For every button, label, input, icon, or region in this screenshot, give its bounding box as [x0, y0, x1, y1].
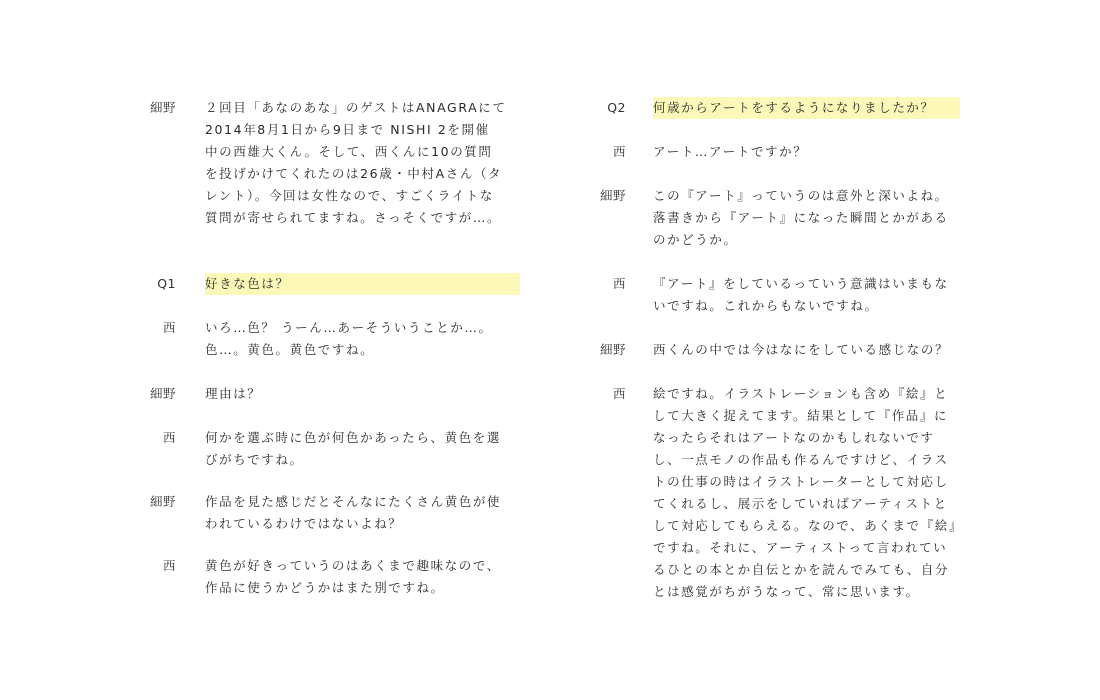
text-line: いですね。これからもないですね。: [653, 298, 879, 313]
text-line: われているわけではないよね？: [205, 516, 403, 531]
text-line: して対応してもらえる。なので、あくまで『絵』: [653, 518, 963, 533]
text-line: 作品に使うかどうかはまた別ですね。: [205, 580, 445, 595]
speaker-label: 西: [612, 386, 626, 401]
dialogue-text: [205, 383, 520, 405]
text-line: 作品を見た感じだとそんなにたくさん黄色が使: [205, 494, 502, 509]
question-number: Q2: [607, 100, 626, 115]
speaker-label: 西: [612, 144, 626, 159]
dialogue-entry: [140, 491, 520, 535]
text-line: 『アート』をしているっていう意識はいまもな: [653, 276, 949, 291]
speaker-label: 細野: [149, 386, 176, 401]
left-column: [140, 97, 520, 599]
dialogue-text: [205, 317, 520, 361]
text-line: 質問が寄せられてますね。さっそくですが…。: [205, 210, 502, 225]
dialogue-text: [205, 555, 520, 599]
text-line: てくれるし、展示をしていればアーティストと: [653, 496, 948, 511]
text-line: アート…アートですか？: [653, 144, 808, 159]
text-line: 絵ですね。イラストレーションも含め『絵』と: [653, 386, 949, 401]
speaker-label: 西: [162, 558, 176, 573]
text-line: 色…。黄色。黄色ですね。: [205, 342, 375, 357]
speaker-label: 細野: [599, 188, 626, 203]
speaker-label: 西: [612, 276, 626, 291]
dialogue-text: [205, 427, 520, 471]
text-line: 何かを選ぶ時に色が何色かあったら、黄色を選: [205, 430, 501, 445]
dialogue-text: [653, 383, 963, 603]
text-line: 落書きから『アート』になった瞬間とかがある: [653, 210, 949, 225]
text-line: 好きな色は？: [205, 276, 290, 291]
right-column: [590, 97, 963, 603]
text-line: びがちですね。: [205, 452, 304, 467]
dialogue-text: [205, 491, 520, 535]
dialogue-text: [653, 185, 960, 251]
question-text: [205, 273, 520, 295]
question-entry: [590, 97, 960, 119]
text-line: 黄色が好きっていうのはあくまで趣味なので、: [205, 558, 501, 573]
text-line: 西くんの中では今はなにをしている感じなの？: [653, 342, 950, 357]
text-line: ２回目「あなのあな」のゲストはANAGRAにて: [205, 100, 507, 115]
speaker-label: 西: [162, 320, 176, 335]
text-line: して大きく捉えてます。結果として『作品』に: [653, 408, 949, 423]
dialogue-entry: [590, 141, 960, 163]
text-line: のかどうか。: [653, 232, 738, 247]
dialogue-text: [653, 141, 960, 163]
text-line: 理由は？: [205, 386, 262, 401]
text-line: を投げかけてくれたのは26歳・中村Aさん（タ: [205, 166, 503, 181]
text-line: 2014年8月1日から9日まで NISHI 2を開催: [205, 122, 490, 137]
dialogue-text: [205, 97, 520, 229]
question-number: Q1: [157, 276, 176, 291]
text-line: るひとの本とか自伝とかを読んでみても、自分: [653, 562, 950, 577]
speaker-label: 細野: [149, 494, 176, 509]
dialogue-entry: [590, 185, 960, 251]
text-line: レント）。今回は女性なので、すごくライトな: [205, 188, 494, 203]
dialogue-entry: [140, 317, 520, 361]
question-text: [653, 97, 960, 119]
text-line: し、一点モノの作品も作るんですけど、イラス: [653, 452, 949, 467]
text-line: 中の西雄大くん。そして、西くんに10の質問: [205, 144, 493, 159]
dialogue-text: [653, 339, 960, 361]
dialogue-entry: [140, 555, 520, 599]
text-line: なったらそれはアートなのかもしれないです: [653, 430, 935, 445]
dialogue-entry: [590, 339, 960, 361]
text-line: いろ…色？ うーん…あーそういうことか…。: [205, 320, 493, 335]
dialogue-entry: [140, 97, 520, 229]
dialogue-text: [653, 273, 960, 317]
text-line: この『アート』っていうのは意外と深いよね。: [653, 188, 949, 203]
dialogue-entry: [590, 383, 963, 603]
dialogue-entry: [590, 273, 960, 317]
dialogue-entry: [140, 427, 520, 471]
text-line: とは感覚がちがうなって、常に思います。: [653, 584, 920, 599]
dialogue-entry: [140, 383, 520, 405]
speaker-label: 西: [162, 430, 176, 445]
text-line: 何歳からアートをするようになりましたか？: [653, 100, 935, 115]
question-entry: [140, 273, 520, 295]
speaker-label: 細野: [599, 342, 626, 357]
text-line: トの仕事の時はイラストレーターとして対応し: [653, 474, 949, 489]
speaker-label: 細野: [149, 100, 176, 115]
text-line: ですね。それに、アーティストって言われてい: [653, 540, 948, 555]
